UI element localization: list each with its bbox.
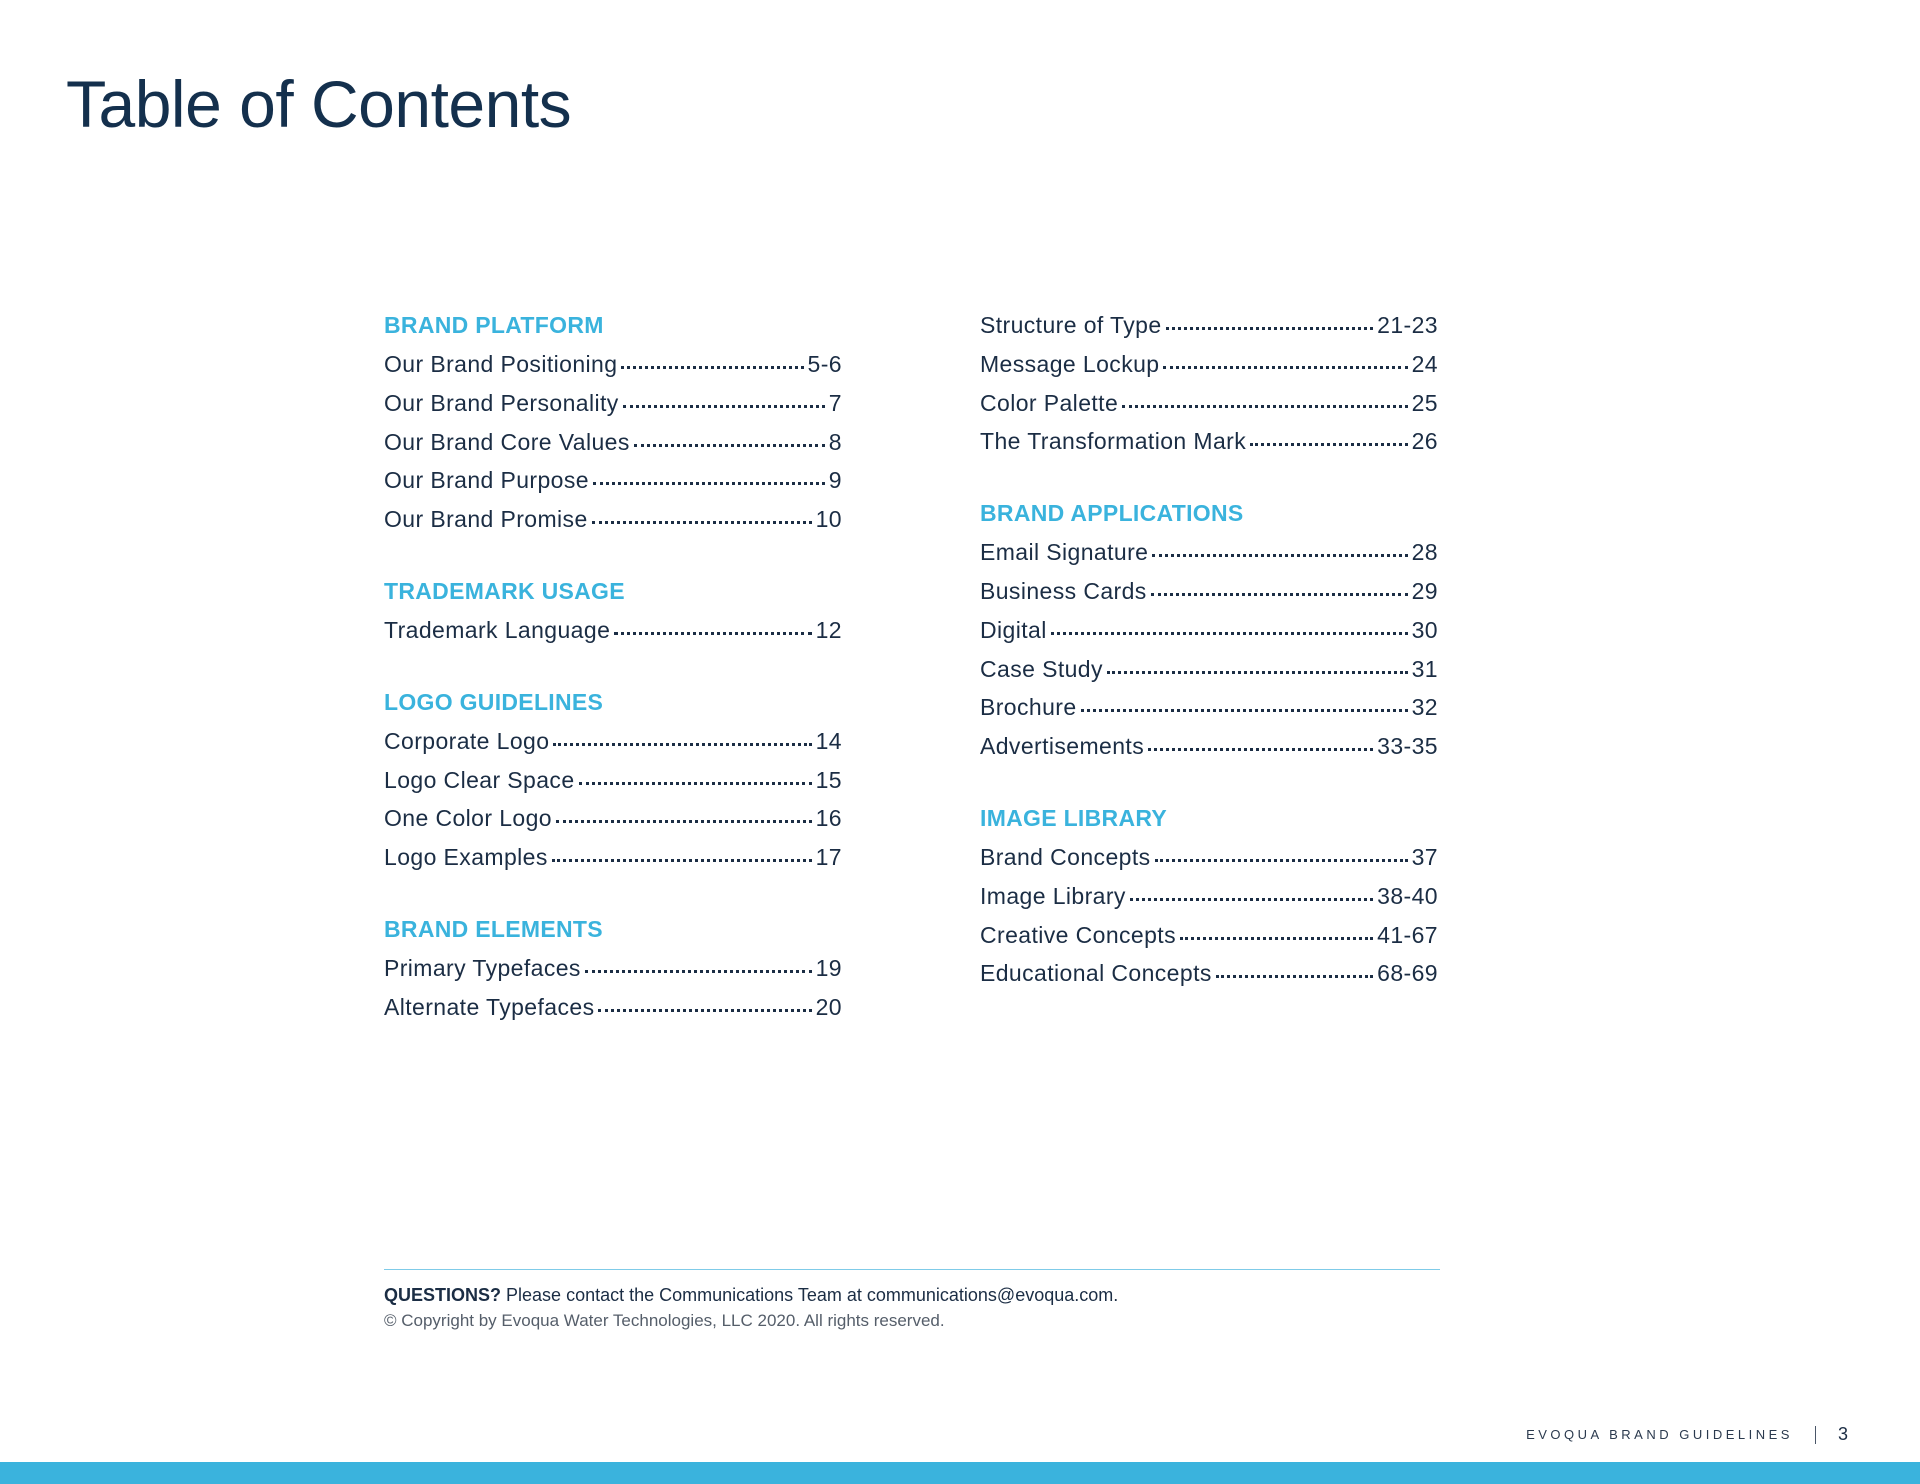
toc-entry[interactable]	[980, 347, 1438, 386]
footer-divider-bar	[1815, 1426, 1816, 1444]
toc-entry[interactable]	[980, 956, 1438, 995]
dot-leader	[1155, 859, 1408, 862]
toc-entry-page: 37	[1411, 843, 1438, 870]
toc-entry-label: Our Brand Purpose	[384, 467, 589, 494]
toc-section	[384, 574, 842, 652]
footer-contact	[384, 1285, 1118, 1306]
dot-leader	[1081, 709, 1408, 712]
dot-leader	[553, 743, 811, 746]
dot-leader	[1180, 937, 1373, 940]
toc-entry-label: Primary Typefaces	[384, 954, 581, 981]
toc-entry-page: 16	[815, 805, 842, 832]
toc-section	[384, 308, 842, 541]
toc-entry[interactable]	[384, 386, 842, 425]
toc-entry[interactable]	[384, 951, 842, 990]
toc-entry-label: Our Brand Positioning	[384, 351, 618, 377]
dot-leader	[585, 970, 812, 973]
toc-entry-page: 14	[815, 727, 842, 754]
toc-entry-page: 33-35	[1377, 733, 1438, 760]
toc-entry[interactable]	[980, 574, 1438, 613]
toc-entry-label: Logo Clear Space	[384, 766, 575, 793]
toc-entry-label: Color Palette	[980, 389, 1119, 416]
toc-entry[interactable]	[384, 724, 842, 763]
dot-leader	[1216, 975, 1373, 978]
page-number: 3	[1837, 1424, 1848, 1444]
questions-label: QUESTIONS?	[384, 1285, 502, 1305]
toc-entry-page: 5-6	[807, 351, 842, 377]
page-title: Table of Contents	[66, 67, 572, 141]
toc-entry-page: 17	[815, 844, 842, 871]
toc-entry-label: Logo Examples	[384, 844, 548, 871]
toc-entry-label: Brochure	[980, 694, 1077, 721]
toc-section	[384, 685, 842, 879]
footer-divider	[384, 1269, 1440, 1270]
section-heading: BRAND ELEMENTS	[384, 915, 603, 942]
toc-entry-label: Image Library	[980, 882, 1126, 909]
toc-entry[interactable]	[980, 918, 1438, 957]
toc-entry-page: 26	[1411, 428, 1438, 455]
dot-leader	[1163, 366, 1407, 369]
toc-entry[interactable]	[980, 424, 1438, 463]
toc-entry-label: Creative Concepts	[980, 921, 1176, 948]
toc-section	[980, 801, 1438, 995]
toc-entry-label: Business Cards	[980, 577, 1147, 604]
toc-entry[interactable]	[980, 840, 1438, 879]
toc-entry-page: 38-40	[1377, 882, 1438, 909]
toc-entry[interactable]	[980, 729, 1438, 768]
toc-entry-page: 31	[1411, 655, 1438, 682]
dot-leader	[1148, 748, 1373, 751]
toc-entry[interactable]	[384, 763, 842, 802]
toc-section	[384, 912, 842, 1029]
section-heading: BRAND PLATFORM	[384, 312, 604, 338]
toc-entry[interactable]	[384, 990, 842, 1029]
toc-entry-label: Message Lockup	[980, 350, 1160, 377]
toc-entry-page: 21-23	[1377, 312, 1438, 338]
toc-entry-label: Structure of Type	[980, 312, 1162, 338]
toc-entry[interactable]	[980, 879, 1438, 918]
section-heading: IMAGE LIBRARY	[980, 804, 1168, 831]
toc-entry-page: 29	[1411, 577, 1438, 604]
toc-entry-page: 30	[1411, 616, 1438, 643]
toc-entry-label: Case Study	[980, 655, 1103, 682]
dot-leader	[592, 521, 812, 524]
toc-entry-label: Digital	[980, 616, 1047, 643]
dot-leader	[1166, 327, 1374, 330]
toc-left-column	[384, 308, 842, 1062]
toc-entry-label: Advertisements	[980, 733, 1145, 760]
bottom-accent-bar	[0, 1462, 1920, 1484]
toc-entry[interactable]	[980, 386, 1438, 425]
toc-entry-page: 8	[828, 428, 842, 455]
toc-entry-page: 28	[1411, 539, 1438, 566]
toc-entry-page: 68-69	[1377, 960, 1438, 987]
toc-entry-label: One Color Logo	[384, 805, 552, 832]
copyright-notice: © Copyright by Evoqua Water Technologies, LLC 2020. All rights reserved.	[384, 1311, 945, 1330]
dot-leader	[1107, 671, 1408, 674]
dot-leader	[621, 366, 803, 369]
toc-entry[interactable]	[384, 840, 842, 879]
running-footer	[1526, 1424, 1848, 1445]
dot-leader	[1152, 554, 1407, 557]
dot-leader	[623, 405, 825, 408]
section-heading: TRADEMARK USAGE	[384, 577, 625, 604]
toc-entry-label: Our Brand Personality	[384, 389, 619, 416]
toc-entry[interactable]	[980, 535, 1438, 574]
toc-entry-page: 41-67	[1377, 921, 1438, 948]
toc-section	[980, 308, 1438, 463]
toc-entry-page: 7	[828, 389, 842, 416]
section-heading: BRAND APPLICATIONS	[980, 500, 1244, 527]
toc-entry-page: 20	[815, 993, 842, 1020]
toc-entry[interactable]	[384, 502, 842, 541]
dot-leader	[1250, 443, 1407, 446]
toc-entry-page: 24	[1411, 350, 1438, 377]
toc-entry-label: Our Brand Promise	[384, 506, 588, 533]
toc-entry-label: Corporate Logo	[384, 727, 550, 754]
toc-entry[interactable]	[980, 690, 1438, 729]
toc-entry-label: Educational Concepts	[980, 960, 1212, 987]
toc-entry[interactable]	[384, 463, 842, 502]
toc-entry-page: 12	[815, 616, 842, 643]
toc-entry-page: 9	[828, 467, 842, 494]
toc-entry[interactable]	[980, 613, 1438, 652]
dot-leader	[1151, 593, 1408, 596]
toc-entry-label: Brand Concepts	[980, 843, 1151, 870]
toc-entry-page: 32	[1411, 694, 1438, 721]
toc-entry-page: 10	[815, 506, 842, 533]
dot-leader	[556, 820, 812, 823]
running-footer-title: EVOQUA BRAND GUIDELINES	[1526, 1427, 1793, 1442]
toc-entry-page: 19	[815, 954, 842, 981]
dot-leader	[634, 444, 825, 447]
toc-entry[interactable]	[384, 347, 842, 386]
toc-entry[interactable]	[980, 652, 1438, 691]
toc-entry-page: 25	[1411, 389, 1438, 416]
toc-entry[interactable]	[980, 308, 1438, 347]
dot-leader	[614, 632, 811, 635]
toc-entry-label: Our Brand Core Values	[384, 428, 630, 455]
contact-text: Please contact the Communications Team at communications@evoqua.com.	[506, 1285, 1119, 1305]
dot-leader	[593, 482, 825, 485]
toc-right-column	[980, 308, 1438, 1028]
toc-section	[980, 496, 1438, 768]
dot-leader	[552, 859, 812, 862]
toc-entry-label: Trademark Language	[384, 616, 611, 643]
toc-entry[interactable]	[384, 801, 842, 840]
toc-entry-label: Alternate Typefaces	[384, 993, 595, 1020]
toc-entry[interactable]	[384, 613, 842, 652]
dot-leader	[598, 1009, 811, 1012]
toc-entry-label: The Transformation Mark	[980, 428, 1247, 455]
toc-entry-page: 15	[815, 766, 842, 793]
dot-leader	[1051, 632, 1408, 635]
dot-leader	[579, 782, 812, 785]
section-heading: LOGO GUIDELINES	[384, 688, 604, 715]
dot-leader	[1130, 898, 1373, 901]
dot-leader	[1122, 405, 1407, 408]
toc-entry[interactable]	[384, 425, 842, 464]
toc-entry-label: Email Signature	[980, 539, 1149, 566]
